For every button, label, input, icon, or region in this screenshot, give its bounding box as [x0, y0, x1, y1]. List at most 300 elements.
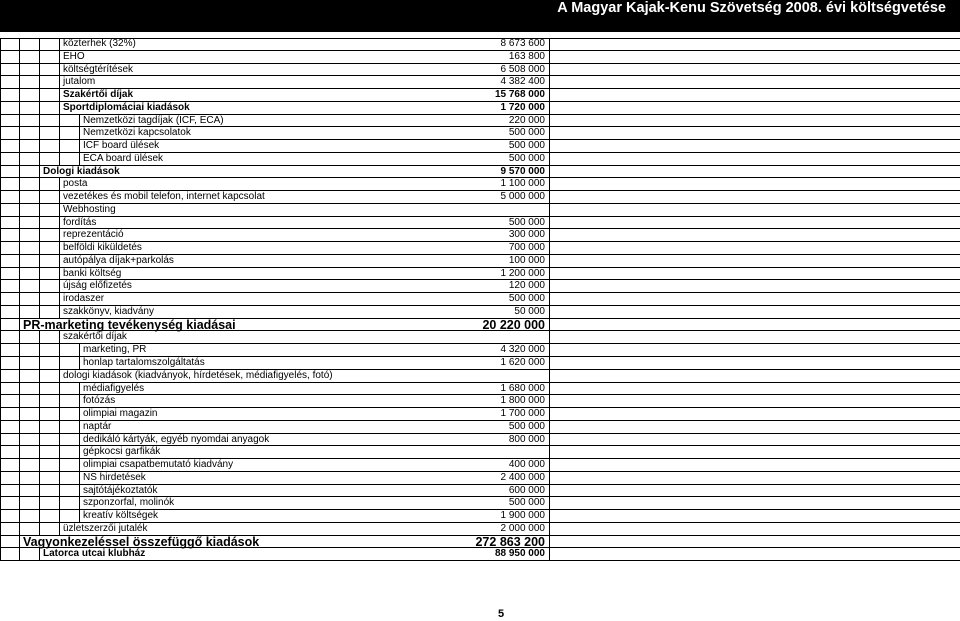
- row-value: 220 000: [508, 114, 545, 126]
- indent-cell: [0, 51, 20, 64]
- table-row: [0, 64, 960, 77]
- table-row: [0, 408, 960, 421]
- indent-cell: [20, 306, 40, 319]
- row-label: ECA board ülések: [83, 152, 164, 164]
- indent-cell: [60, 383, 80, 396]
- indent-cell: [0, 523, 20, 536]
- row-label: fordítás: [63, 216, 97, 228]
- row-label: PR-marketing tevékenység kiadásai: [23, 317, 236, 332]
- row-label: dedikáló kártyák, egyéb nyomdai anyagok: [83, 433, 270, 445]
- row-label: kreatív költségek: [83, 510, 159, 522]
- spacer-cell: [550, 370, 960, 383]
- indent-cell: [0, 89, 20, 102]
- row-value: 4 320 000: [500, 344, 545, 356]
- indent-cell: [20, 115, 40, 128]
- indent-cell: [20, 51, 40, 64]
- indent-cell: [0, 408, 20, 421]
- spacer-cell: [550, 178, 960, 191]
- indent-cell: [20, 153, 40, 166]
- spacer-cell: [550, 523, 960, 536]
- row-label: sajtótájékoztatók: [83, 484, 158, 496]
- row-value: 6 508 000: [500, 63, 545, 75]
- table-row: [0, 268, 960, 281]
- row-value: 20 220 000: [482, 317, 545, 332]
- row-label: olimpiai magazin: [83, 408, 158, 420]
- value-cell: [440, 446, 550, 459]
- indent-cell: [40, 523, 60, 536]
- spacer-cell: [550, 204, 960, 217]
- table-row: [0, 344, 960, 357]
- indent-cell: [0, 76, 20, 89]
- indent-cell: [20, 140, 40, 153]
- row-value: 163 800: [508, 50, 545, 62]
- row-label: NS hirdetések: [83, 471, 146, 483]
- table-row: [0, 242, 960, 255]
- table-row: [0, 89, 960, 102]
- row-label: dologi kiadások (kiadványok, hírdetések, médiafigyelés, fotó): [63, 369, 333, 381]
- indent-cell: [0, 383, 20, 396]
- row-label: Dologi kiadások: [43, 165, 120, 177]
- indent-cell: [0, 191, 20, 204]
- indent-cell: [40, 344, 60, 357]
- table-row: [0, 510, 960, 523]
- indent-cell: [40, 485, 60, 498]
- indent-cell: [0, 293, 20, 306]
- row-label: EHO: [63, 50, 85, 62]
- indent-cell: [20, 280, 40, 293]
- indent-cell: [40, 102, 60, 115]
- spacer-cell: [550, 331, 960, 344]
- indent-cell: [60, 395, 80, 408]
- spacer-cell: [550, 268, 960, 281]
- indent-cell: [0, 344, 20, 357]
- indent-cell: [20, 497, 40, 510]
- row-value: 8 673 600: [500, 38, 545, 49]
- indent-cell: [60, 485, 80, 498]
- indent-cell: [40, 217, 60, 230]
- indent-cell: [40, 383, 60, 396]
- table-row: [0, 280, 960, 293]
- indent-cell: [20, 357, 40, 370]
- row-value: 500 000: [508, 216, 545, 228]
- row-value: 500 000: [508, 140, 545, 152]
- row-value: 300 000: [508, 229, 545, 241]
- row-label: gépkocsi garfikák: [83, 446, 161, 458]
- indent-cell: [40, 370, 60, 383]
- row-value: 4 382 400: [500, 76, 545, 88]
- row-value: 272 863 200: [475, 534, 545, 549]
- indent-cell: [20, 472, 40, 485]
- indent-cell: [20, 344, 40, 357]
- indent-cell: [20, 293, 40, 306]
- value-cell: [440, 331, 550, 344]
- spacer-cell: [550, 140, 960, 153]
- indent-cell: [20, 89, 40, 102]
- indent-cell: [40, 178, 60, 191]
- indent-cell: [0, 255, 20, 268]
- indent-cell: [60, 459, 80, 472]
- indent-cell: [60, 472, 80, 485]
- indent-cell: [20, 76, 40, 89]
- row-value: 1 680 000: [500, 382, 545, 394]
- indent-cell: [20, 434, 40, 447]
- spacer-cell: [550, 76, 960, 89]
- row-label: Latorca utcai klubház: [43, 548, 146, 560]
- row-label: reprezentáció: [63, 229, 124, 241]
- indent-cell: [40, 395, 60, 408]
- indent-cell: [0, 242, 20, 255]
- indent-cell: [40, 293, 60, 306]
- row-label: banki költség: [63, 267, 122, 279]
- table-row: [0, 293, 960, 306]
- spacer-cell: [550, 242, 960, 255]
- row-label: költségtérítések: [63, 63, 134, 75]
- spacer-cell: [550, 395, 960, 408]
- row-label: Szakértői díjak: [63, 89, 134, 101]
- indent-cell: [40, 76, 60, 89]
- spacer-cell: [550, 472, 960, 485]
- spacer-cell: [550, 497, 960, 510]
- row-label: belföldi kiküldetés: [63, 242, 142, 254]
- indent-cell: [20, 370, 40, 383]
- indent-cell: [40, 115, 60, 128]
- indent-cell: [0, 459, 20, 472]
- indent-cell: [60, 421, 80, 434]
- indent-cell: [0, 204, 20, 217]
- table-row: [0, 357, 960, 370]
- table-row: [0, 127, 960, 140]
- indent-cell: [60, 357, 80, 370]
- indent-cell: [20, 178, 40, 191]
- indent-cell: [40, 51, 60, 64]
- indent-cell: [0, 217, 20, 230]
- indent-cell: [0, 421, 20, 434]
- row-value: 600 000: [508, 484, 545, 496]
- table-row: [0, 229, 960, 242]
- indent-cell: [0, 319, 20, 332]
- indent-cell: [40, 268, 60, 281]
- row-value: 1 620 000: [500, 357, 545, 368]
- indent-cell: [40, 434, 60, 447]
- indent-cell: [40, 204, 60, 217]
- spacer-cell: [550, 485, 960, 498]
- spacer-cell: [550, 306, 960, 319]
- row-label: autópálya díjak+parkolás: [63, 254, 174, 266]
- row-value: 1 800 000: [500, 395, 545, 407]
- row-label: Sportdiplomáciai kiadások: [63, 101, 190, 113]
- spacer-cell: [550, 383, 960, 396]
- table-row: [0, 255, 960, 268]
- indent-cell: [20, 510, 40, 523]
- indent-cell: [40, 510, 60, 523]
- table-row: [0, 459, 960, 472]
- indent-cell: [40, 408, 60, 421]
- row-label: szakkönyv, kiadvány: [63, 305, 154, 317]
- row-label: vezetékes és mobil telefon, internet kapcsolat: [63, 191, 265, 203]
- spacer-cell: [550, 51, 960, 64]
- indent-cell: [20, 268, 40, 281]
- row-value: 500 000: [508, 497, 545, 509]
- indent-cell: [20, 459, 40, 472]
- spacer-cell: [550, 255, 960, 268]
- indent-cell: [0, 395, 20, 408]
- indent-cell: [20, 485, 40, 498]
- indent-cell: [20, 395, 40, 408]
- row-value: 500 000: [508, 152, 545, 164]
- row-value: 2 400 000: [500, 471, 545, 483]
- indent-cell: [0, 38, 20, 51]
- table-row: [0, 523, 960, 536]
- spacer-cell: [550, 89, 960, 102]
- table-row: [0, 331, 960, 344]
- spacer-cell: [550, 548, 960, 561]
- indent-cell: [20, 523, 40, 536]
- row-label: üzletszerzői jutalék: [63, 522, 148, 534]
- spacer-cell: [550, 459, 960, 472]
- row-value: 500 000: [508, 127, 545, 139]
- row-value: 400 000: [508, 459, 545, 471]
- spacer-cell: [550, 421, 960, 434]
- spacer-cell: [550, 127, 960, 140]
- row-label: posta: [63, 178, 88, 190]
- indent-cell: [20, 383, 40, 396]
- indent-cell: [20, 166, 40, 179]
- row-value: 15 768 000: [494, 89, 545, 101]
- indent-cell: [40, 153, 60, 166]
- row-label: honlap tartalomszolgáltatás: [83, 357, 205, 368]
- row-label: naptár: [83, 420, 112, 432]
- row-value: 500 000: [508, 420, 545, 432]
- row-label: Nemzetközi kapcsolatok: [83, 127, 191, 139]
- indent-cell: [0, 536, 20, 549]
- spacer-cell: [550, 217, 960, 230]
- indent-cell: [60, 497, 80, 510]
- table-row: [0, 536, 960, 549]
- indent-cell: [20, 204, 40, 217]
- indent-cell: [0, 472, 20, 485]
- indent-cell: [0, 229, 20, 242]
- indent-cell: [40, 472, 60, 485]
- table-row: [0, 472, 960, 485]
- indent-cell: [40, 64, 60, 77]
- table-row: [0, 548, 960, 561]
- table-row: [0, 421, 960, 434]
- value-cell: [440, 204, 550, 217]
- indent-cell: [40, 306, 60, 319]
- indent-cell: [0, 166, 20, 179]
- indent-cell: [20, 102, 40, 115]
- indent-cell: [0, 510, 20, 523]
- spacer-cell: [550, 191, 960, 204]
- indent-cell: [40, 38, 60, 51]
- table-row: [0, 370, 960, 383]
- table-row: [0, 140, 960, 153]
- budget-table: [0, 38, 960, 572]
- row-value: 50 000: [514, 305, 545, 317]
- table-row: [0, 306, 960, 319]
- row-value: 100 000: [508, 254, 545, 266]
- indent-cell: [0, 306, 20, 319]
- spacer-cell: [550, 229, 960, 242]
- indent-cell: [20, 127, 40, 140]
- indent-cell: [60, 344, 80, 357]
- table-row: [0, 166, 960, 179]
- indent-cell: [40, 229, 60, 242]
- spacer-cell: [550, 293, 960, 306]
- row-label: fotózás: [83, 395, 116, 407]
- indent-cell: [0, 127, 20, 140]
- table-row: [0, 217, 960, 230]
- spacer-cell: [550, 536, 960, 549]
- indent-cell: [60, 446, 80, 459]
- indent-cell: [0, 268, 20, 281]
- spacer-cell: [550, 64, 960, 77]
- row-label: irodaszer: [63, 293, 105, 305]
- row-value: 700 000: [508, 242, 545, 254]
- indent-cell: [0, 485, 20, 498]
- indent-cell: [20, 421, 40, 434]
- table-row: [0, 76, 960, 89]
- indent-cell: [20, 242, 40, 255]
- row-value: 1 720 000: [500, 101, 545, 113]
- row-value: 2 000 000: [500, 522, 545, 534]
- indent-cell: [0, 434, 20, 447]
- indent-cell: [60, 510, 80, 523]
- row-label: Webhosting: [63, 203, 116, 215]
- indent-cell: [40, 421, 60, 434]
- indent-cell: [20, 217, 40, 230]
- indent-cell: [40, 497, 60, 510]
- indent-cell: [20, 548, 40, 561]
- indent-cell: [20, 255, 40, 268]
- page-number: 5: [498, 608, 505, 620]
- row-value: 5 000 000: [500, 191, 545, 203]
- indent-cell: [60, 127, 80, 140]
- table-left-border: [0, 38, 1, 561]
- spacer-cell: [550, 510, 960, 523]
- indent-cell: [20, 331, 40, 344]
- spacer-cell: [550, 408, 960, 421]
- row-label: médiafigyelés: [83, 382, 145, 394]
- indent-cell: [60, 115, 80, 128]
- row-label: közterhek (32%): [63, 38, 136, 49]
- indent-cell: [40, 255, 60, 268]
- table-row: [0, 434, 960, 447]
- spacer-cell: [550, 344, 960, 357]
- indent-cell: [0, 280, 20, 293]
- spacer-cell: [550, 153, 960, 166]
- indent-cell: [40, 242, 60, 255]
- table-row: [0, 395, 960, 408]
- indent-cell: [40, 357, 60, 370]
- indent-cell: [40, 127, 60, 140]
- indent-cell: [40, 446, 60, 459]
- indent-cell: [0, 153, 20, 166]
- row-label: szponzorfal, molinók: [83, 497, 175, 509]
- indent-cell: [40, 140, 60, 153]
- indent-cell: [20, 64, 40, 77]
- indent-cell: [40, 459, 60, 472]
- indent-cell: [0, 115, 20, 128]
- table-row: [0, 51, 960, 64]
- table-row: [0, 446, 960, 459]
- table-row: [0, 102, 960, 115]
- table-row: [0, 191, 960, 204]
- spacer-cell: [550, 102, 960, 115]
- indent-cell: [0, 370, 20, 383]
- table-row: [0, 485, 960, 498]
- row-label: Vagyonkezeléssel összefüggő kiadások: [23, 534, 260, 549]
- indent-cell: [20, 229, 40, 242]
- indent-cell: [20, 408, 40, 421]
- row-label: ICF board ülések: [83, 140, 160, 152]
- spacer-cell: [550, 446, 960, 459]
- spacer-cell: [550, 357, 960, 370]
- indent-cell: [40, 89, 60, 102]
- spacer-cell: [550, 38, 960, 51]
- table-row: [0, 178, 960, 191]
- table-row: [0, 497, 960, 510]
- row-value: 1 200 000: [500, 267, 545, 279]
- indent-cell: [40, 280, 60, 293]
- row-value: 88 950 000: [494, 548, 545, 560]
- row-value: 1 900 000: [500, 510, 545, 522]
- table-row: [0, 383, 960, 396]
- page-title: A Magyar Kajak-Kenu Szövetség 2008. évi költségvetése: [0, 0, 960, 32]
- row-label: marketing, PR: [83, 344, 147, 356]
- table-row: [0, 38, 960, 51]
- indent-cell: [0, 446, 20, 459]
- table-row: [0, 115, 960, 128]
- indent-cell: [0, 178, 20, 191]
- indent-cell: [20, 446, 40, 459]
- row-value: 1 700 000: [500, 408, 545, 420]
- row-value: 9 570 000: [500, 165, 545, 177]
- value-cell: [440, 370, 550, 383]
- indent-cell: [0, 140, 20, 153]
- indent-cell: [0, 497, 20, 510]
- indent-cell: [0, 357, 20, 370]
- row-label: jutalom: [63, 76, 96, 88]
- row-label: olimpiai csapatbemutató kiadvány: [83, 459, 234, 471]
- row-label: újság előfizetés: [63, 280, 132, 292]
- row-value: 500 000: [508, 293, 545, 305]
- table-row: [0, 204, 960, 217]
- indent-cell: [60, 434, 80, 447]
- table-row: [0, 319, 960, 332]
- spacer-cell: [550, 319, 960, 332]
- spacer-cell: [550, 434, 960, 447]
- indent-cell: [20, 38, 40, 51]
- row-label: szakértői díjak: [63, 331, 127, 343]
- indent-cell: [0, 548, 20, 561]
- spacer-cell: [550, 280, 960, 293]
- indent-cell: [40, 191, 60, 204]
- indent-cell: [20, 191, 40, 204]
- row-value: 1 100 000: [500, 178, 545, 190]
- indent-cell: [0, 331, 20, 344]
- row-value: 800 000: [508, 433, 545, 445]
- row-value: 120 000: [508, 280, 545, 292]
- indent-cell: [60, 408, 80, 421]
- spacer-cell: [550, 166, 960, 179]
- indent-cell: [40, 331, 60, 344]
- indent-cell: [60, 140, 80, 153]
- indent-cell: [60, 153, 80, 166]
- indent-cell: [0, 102, 20, 115]
- row-label: Nemzetközi tagdíjak (ICF, ECA): [83, 114, 224, 126]
- spacer-cell: [550, 115, 960, 128]
